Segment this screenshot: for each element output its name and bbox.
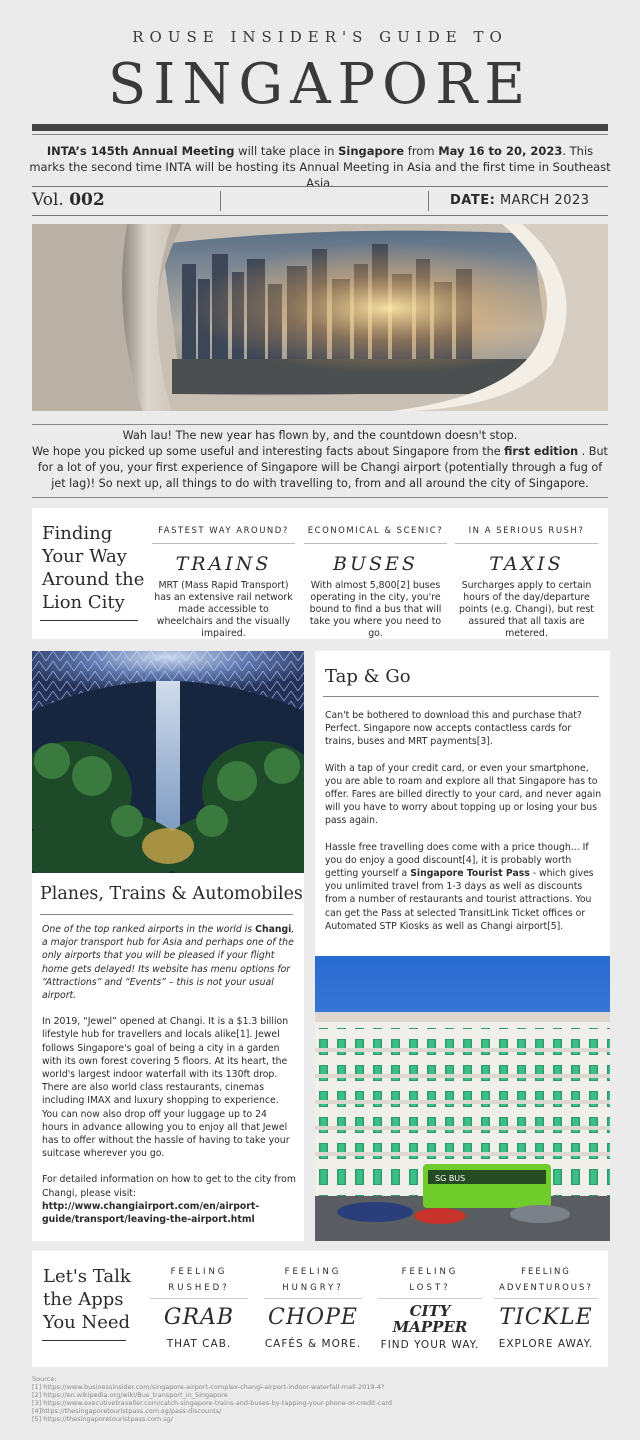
volume-label: Vol. 002 (32, 190, 105, 210)
tap-go-p1: Can't be bothered to download this and purchase that? Perfect. Singapore now accepts contactless cards for trains, buses and MRT payments[3]. (325, 710, 582, 748)
col-heading: IN A SERIOUS RUSH? (455, 526, 598, 544)
app-col-grab (150, 1264, 248, 1350)
col-mode: TAXIS (489, 553, 564, 575)
app-tagline: THAT CAB. (166, 1338, 232, 1350)
welcome-bottom-rule (32, 497, 608, 498)
app-heading: FEELING HUNGRY? (264, 1264, 362, 1299)
tap-go-title-rule (323, 696, 599, 697)
app-tagline: CAFÉS & MORE. (264, 1338, 362, 1350)
volbar-divider (220, 191, 221, 211)
col-mode: BUSES (333, 553, 418, 575)
col-mode: TRAINS (175, 553, 272, 575)
visit-paragraph: For detailed information on how to get to the city from Changi, please visit: (42, 1174, 296, 1199)
volbar-divider (428, 191, 429, 211)
col-heading: ECONOMICAL & SCENIC? (304, 526, 447, 544)
finding-title-rule (40, 620, 138, 621)
finding-title: Finding Your Way Around the Lion City (42, 523, 145, 613)
guide-kicker: ROUSE INSIDER'S GUIDE TO (132, 28, 508, 46)
app-col-tickle (494, 1264, 598, 1350)
shophouse-bus-photo (315, 956, 610, 1241)
app-name-chope[interactable]: CHOPE (268, 1305, 358, 1330)
app-tagline: FIND YOUR WAY. (380, 1339, 480, 1351)
app-tagline: EXPLORE AWAY. (498, 1338, 594, 1350)
app-col-citymapper (378, 1264, 482, 1351)
jewel-paragraph: In 2019, “Jewel” opened at Changi. It is a $1.3 billion lifestyle hub for travellers and locals alike[1]. Jewel follows Singapore's goal of being a city in a garden with its own forest covering 5 floors. At its heart, the world's largest indoor waterfall with its 130ft drop. There are also world class restaurants, cinemas including IMAX and luxury shopping to experience. You can now also drop off your luggage up to 24 hours in advance allowing you to enjoy all that Jewel has to offer without the hassle of having to take your suitcase wherever you go. (42, 1016, 290, 1160)
app-col-chope (264, 1264, 362, 1350)
apps-title: Let's Talk the Apps You Need (43, 1266, 131, 1333)
col-text: MRT (Mass Rapid Transport) has an extensive rail network made accessible to wheelchairs and the visually impaired. (154, 580, 293, 639)
transport-col-buses (304, 526, 447, 640)
page-title: SINGAPORE (107, 52, 533, 117)
date-label: DATE: MARCH 2023 (450, 193, 590, 208)
title-rule-thick (32, 124, 608, 131)
bus-sign-text: SG BUS (435, 1174, 466, 1183)
jewel-waterfall-photo (32, 651, 304, 873)
planes-title: Planes, Trains & Automobiles (40, 884, 303, 904)
source-link[interactable]: [1] https://www.businessinsider.com/singapore-airport-complex-changi-airport-indoor-waterfall-mall-2019-4? (32, 1383, 385, 1391)
changi-link[interactable]: http://www.changiairport.com/en/airport-guide/transport/leaving-the-airport.html (42, 1200, 260, 1226)
tap-go-p2: With a tap of your credit card, or even your smartphone, you are able to roam and explore all that Singapore has to offer. Fares are billed directly to your card, and never again will you have to worry about topping up or losing your bus pass again. (325, 762, 602, 827)
apps-title-rule (42, 1340, 126, 1341)
source-link[interactable]: [3] https://www.executivetraveller.com/catch-singapore-trains-and-buses-by-tapping-your-phone-or-credit-card (32, 1399, 393, 1407)
app-name-tickle[interactable]: TICKLE (499, 1305, 593, 1330)
transport-col-trains (152, 526, 295, 640)
transport-col-taxis (455, 526, 598, 640)
welcome-top-rule (32, 424, 608, 425)
source-link[interactable]: [4]https://thesingaporetouristpass.com.sg/pass-discounts/ (32, 1407, 222, 1415)
welcome-paragraph: Wah lau! The new year has flown by, and the countdown doesn't stop. We hope you picked up some useful and interesting facts about Singapore from the first edition . But for a lot of you, your first experience of Singapore will be Changi airport (potentially through a fug of jet lag)! So next up, all things to do with travelling to, from and all around the city of Singapore. (32, 429, 608, 490)
planes-title-rule (40, 914, 293, 915)
volume-bar (32, 186, 608, 216)
app-name-citymapper[interactable]: CITY MAPPER (392, 1302, 468, 1336)
app-heading: FEELING LOST? (378, 1264, 482, 1299)
tap-go-title: Tap & Go (325, 666, 411, 687)
source-link[interactable]: [2] https://en.wikipedia.org/wiki/Bus_transport_in_Singapore (32, 1391, 228, 1399)
app-name-grab[interactable]: GRAB (163, 1305, 235, 1330)
source-link[interactable]: [5] https://thesingaporetouristpass.com.sg/ (32, 1415, 173, 1423)
col-text: Surcharges apply to certain hours of the day/departure points (e.g. Changi), but rest assured that all taxis are metered. (459, 580, 594, 639)
intro-paragraph: INTA’s 145th Annual Meeting will take place in Singapore from May 16 to 20, 2023. This marks the second time INTA will be hosting its Annual Meeting in Asia and the first time in Southeast Asia. (29, 144, 611, 190)
app-heading: FEELING RUSHED? (150, 1264, 248, 1299)
sources-list: Source: [1] https://www.businessinsider.com/singapore-airport-complex-changi-airport-indoor-waterfall-mall-2019-4? [2] https://en.wikipedia.org/wiki/Bus_transport_in_Singapore [3] https://www.executivetraveller.com/catch-singapore-trains-and-buses-by-tapping-your-phone-or-credit-card [4]https://thesingaporetouristpass.com.sg/pass-discounts/ [5] https://thesingaporetouristpass.com.sg/ (32, 1375, 622, 1423)
tap-go-body: Can't be bothered to download this and purchase that? Perfect. Singapore now accepts contactless cards for trains, buses and MRT payments[3]. With a tap of your credit card, or even your smartphone, you are able to roam and explore all that Singapore has to offer. Fares are billed directly to your card, and never again will you have to worry about topping up or losing your bus pass again. Hassle free travelling does come with a price though... If you do enjoy a good discount[4], it is probably worth getting yourself a Singapore Tourist Pass - which gives you unlimited travel from 1-3 days as well as discounts from a number of restaurants and tourist attractions. You can get the Pass at selected TransitLink Ticket offices or Automated STP Kiosks as well as Changi airport[5]. (325, 710, 602, 932)
hero-airplane-window-photo (32, 224, 608, 411)
col-text: With almost 5,800[2] buses operating in the city, you're bound to find a bus that will take you where you need to go. (309, 580, 442, 639)
title-rule-thin (32, 134, 608, 135)
app-heading: FEELING ADVENTUROUS? (494, 1264, 598, 1299)
planes-body: One of the top ranked airports in the world is Changi, a major transport hub for Asia and perhaps one of the only airports that you will be pleased if your flight home gets delayed! Its website has menu options for “Attractions” and “Events” – this is not your usual airport. In 2019, “Jewel” opened at Changi. It is a $1.3 billion lifestyle hub for travellers and locals alike[1]. Jewel follows Singapore's goal of being a city in a garden with its own forest covering 5 floors. At its heart, the world's largest indoor waterfall with its 130ft drop. There are also world class restaurants, cinemas including IMAX and luxury shopping to experience. You can now also drop off your luggage up to 24 hours in advance allowing you to enjoy all that Jewel has to offer without the hassle of having to take your suitcase wherever you go. For detailed information on how to get to the city from Changi, please visit: http://www.changiairport.com/en/airport-guide/transport/leaving-the-airport.html (42, 924, 296, 1226)
col-heading: FASTEST WAY AROUND? (152, 526, 295, 544)
